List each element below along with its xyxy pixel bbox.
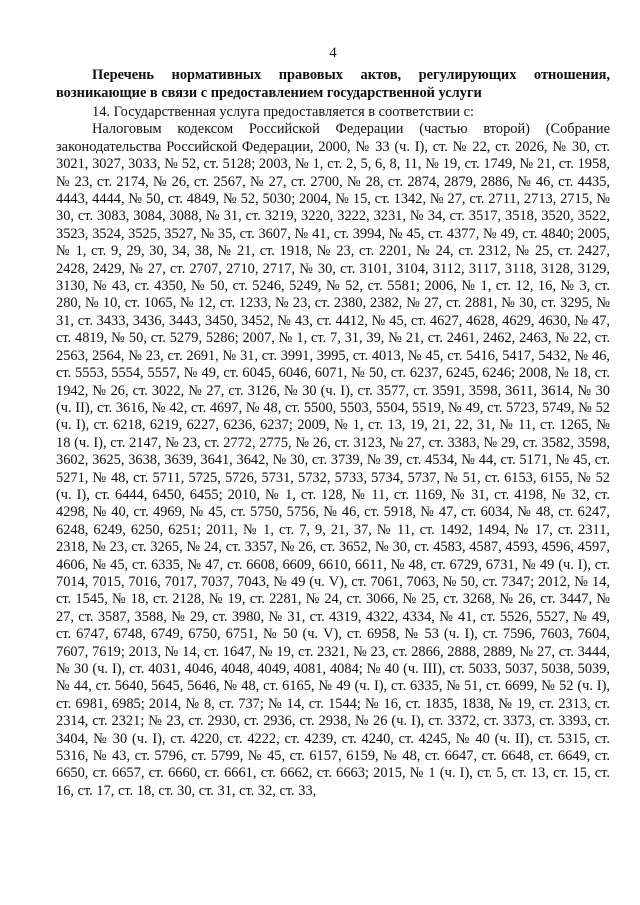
tax-code-paragraph: Налоговым кодексом Российской Федерации (частью второй) (Собрание законодательства Российской Федерации, 2000, № 33 (ч. I), ст. № 22, ст. 2026, № 30, ст. 3021, 3027, 3033, № 52, ст. 5128; 2003, № 1, ст. 2, 5, 6, 8, 11, № 19, ст. 1749, № 21, ст. 1958, № 23, ст. 2174, № 26, ст. 2567, № 27, ст. 2700, № 28, ст. 2874, 2879, 2886, № 46, ст. 4435, 4443, 4444, № 50, ст. 4849, № 52, 5030; 2004, № 15, ст. 1342, № 27, ст. 2711, 2713, 2715, № 30, ст. 3083, 3084, 3088, № 31, ст. 3219, 3220, 3222, 3231, № 34, ст. 3517, 3518, 3520, 3522, 3523, 3524, 3525, 3527, № 35, ст. 3607, № 41, ст. 3994, № 45, ст. 4377, № 49, ст. 4840; 2005, № 1, ст. 9, 29, 30, 34, 38, № 21, ст. 1918, № 23, ст. 2201, № 24, ст. 2312, № 25, ст. 2427, 2428, 2429, № 27, ст. 2707, 2710, 2717, № 30, ст. 3101, 3104, 3112, 3117, 3118, 3128, 3129, 3130, № 43, ст. 4350, № 50, ст. 5246, 5249, № 52, ст. 5581; 2006, № 1, ст. 12, 16, № 3, ст. 280, № 10, ст. 1065, № 12, ст. 1233, № 23, ст. 2380, 2382, № 27, ст. 2881, № 30, ст. 3295, № 31, ст. 3433, 3436, 3443, 3450, 3452, № 43, ст. 4412, № 45, ст. 4627, 4628, 4629, 4630, № 47, ст. 4819, № 50, ст. 5279, 5286; 2007, № 1, ст. 7, 31, 39, № 21, ст. 2461, 2462, 2463, № 22, ст. 2563, 2564, № 23, ст. 2691, № 31, ст. 3991, 3995, ст. 4013, № 45, ст. 5416, 5417, 5432, № 46, ст. 5553, 5554, 5557, № 49, ст. 6045, 6046, 6071, № 50, ст. 6237, 6245, 6246; 2008, № 18, ст. 1942, № 26, ст. 3022, № 27, ст. 3126, № 30 (ч. I), ст. 3577, ст. 3591, 3598, 3611, 3614, № 30 (ч. II), ст. 3616, № 42, ст. 4697, № 48, ст. 5500, 5503, 5504, 5519, № 49, ст. 5723, 5749, № 52 (ч. I), ст. 6218, 6219, 6227, 6236, 6237; 2009, № 1, ст. 13, 19, 21, 22, 31, № 11, ст. 1265, № 18 (ч. I), ст. 2147, № 23, ст. 2772, 2775, № 26, ст. 3123, № 27, ст. 3383, № 29, ст. 3582, 3598, 3602, 3625, 3638, 3639, 3641, 3642, № 30, ст. 3739, № 39, ст. 4534, № 44, ст. 5171, № 45, ст. 5271, № 48, ст. 5711, 5725, 5726, 5731, 5732, 5733, 5734, 5737, № 51, ст. 6153, 6155, № 52 (ч. I), ст. 6444, 6450, 6455; 2010, № 1, ст. 128, № 11, ст. 1169, № 31, ст. 4198, № 32, ст. 4298, № 40, ст. 4969, № 45, ст. 5750, 5756, № 46, ст. 5918, № 47, ст. 6034, № 48, ст. 6247, 6248, 6249, 6250, 6251; 2011, № 1, ст. 7, 9, 21, 37, № 11, ст. 1492, 1494, № 17, ст. 2311, 2318, № 23, ст. 3265, № 24, ст. 3357, № 26, ст. 3652, № 30, ст. 4583, 4587, 4593, 4596, 4597, 4606, № 45, ст. 6335, № 47, ст. 6608, 6609, 6610, 6611, № 48, ст. 6729, 6731, № 49 (ч. I), ст. 7014, 7015, 7016, 7017, 7037, 7043, № 49 (ч. V), ст. 7061, 7063, № 50, ст. 7347; 2012, № 14, ст. 1545, № 18, ст. 2128, № 19, ст. 2281, № 24, ст. 3066, № 25, ст. 3268, № 26, ст. 3447, № 27, ст. 3587, 3588, № 29, ст. 3980, № 31, ст. 4319, 4322, 4334, № 41, ст. 5526, 5527, № 49, ст. 6747, 6748, 6749, 6750, 6751, № 50 (ч. V), ст. 6958, № 53 (ч. I), ст. 7596, 7603, 7604, 7607, 7619; 2013, № 14, ст. 1647, № 19, ст. 2321, № 23, ст. 2866, 2888, 2889, № 27, ст. 3444, № 30 (ч. I), ст. 4031, 4046, 4048, 4049, 4081, 4084; № 40 (ч. III), ст. 5033, 5037, 5038, 5039, № 44, ст. 5640, 5645, 5646, № 48, ст. 6165, № 49 (ч. I), ст. 6335, № 51, ст. 6699, № 52 (ч. I), ст. 6981, 6985; 2014, № 8, ст. 737; № 14, ст. 1544; № 16, ст. 1835, 1838, № 19, ст. 2313, ст. 2314, ст. 2321; № 23, ст. 2930, ст. 2936, ст. 2938, № 26 (ч. I), ст. 3372, ст. 3373, ст. 3393, ст. 3404, № 30 (ч. I), ст. 4220, ст. 4222, ст. 4239, ст. 4240, ст. 4245, № 40 (ч. II), ст. 5315, ст. 5316, № 43, ст. 5796, ст. 5799, № 45, ст. 6157, 6159, № 48, ст. 6647, ст. 6648, ст. 6649, ст. 6650, ст. 6657, ст. 6660, ст. 6661, ст. 6662, ст. 6663; 2015, № 1 (ч. I), ст. 5, ст. 13, ст. 15, ст. 16, ст. 17, ст. 18, ст. 30, ст. 31, ст. 32, ст. 33, bbox=[56, 121, 610, 799]
page-number: 4 bbox=[329, 45, 337, 61]
section-heading: Перечень нормативных правовых актов, регулирующих отношения, возникающие в связи с предоставлением государственной услуги bbox=[56, 67, 610, 101]
body-text-block bbox=[56, 121, 610, 799]
paragraph-item-14: 14. Государственная услуга предоставляется в соответствии с: bbox=[92, 104, 474, 120]
